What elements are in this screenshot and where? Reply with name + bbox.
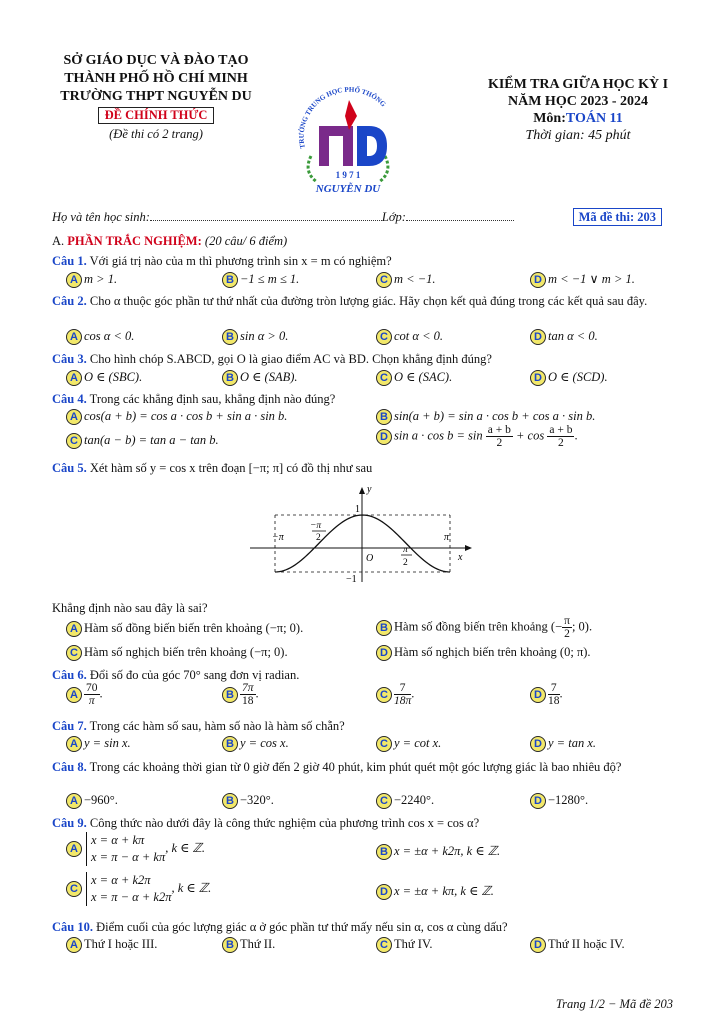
q4-option-a[interactable]: A cos(a + b) = cos a · cos b + sin a · sin b. (66, 408, 287, 425)
svg-text:TRƯỜNG TRUNG HỌC PHỔ THÔNG (298, 86, 388, 149)
q6-option-a[interactable]: A $\frac{70}{\pi}$ . (66, 682, 103, 707)
label-neg-one: −1 (346, 574, 357, 585)
dept-name: SỞ GIÁO DỤC VÀ ĐÀO TẠO (63, 53, 249, 68)
subject-name: TOÁN 11 (565, 111, 623, 126)
section-title: A. PHẦN TRẮC NGHIỆM: (20 câu/ 6 điểm) (52, 234, 288, 248)
q1-option-a[interactable]: A m > 1. (66, 271, 117, 288)
city-name: THÀNH PHỐ HỒ CHÍ MINH (64, 71, 248, 86)
q6-option-c[interactable]: C $\frac{7}{18\pi}$ . (376, 682, 414, 707)
q4-option-b[interactable]: B sin(a + b) = sin a · cos b + cos a · sin b. (376, 408, 595, 425)
q8-option-c[interactable]: C −2240°. (376, 792, 434, 809)
q10-option-d[interactable]: D Thứ II hoặc IV. (530, 936, 625, 953)
q1-option-d[interactable]: D m < −1 ∨ m > 1. (530, 271, 635, 288)
q8-option-a[interactable]: A −960°. (66, 792, 118, 809)
q2-option-b[interactable]: B sin α > 0. (222, 328, 288, 345)
y-label: y (367, 484, 372, 495)
question-5: Câu 5. Xét hàm số y = cos x trên đoạn [−π; π] có đồ thị như sau (52, 461, 373, 475)
q4-option-c[interactable]: C tan(a − b) = tan a − tan b. (66, 432, 219, 449)
question-6: Câu 6. Đổi số đo của góc 70° sang đơn vị radian. (52, 668, 300, 682)
q2-option-a[interactable]: A cos α < 0. (66, 328, 134, 345)
q5-option-b[interactable]: B Hàm số đồng biến trên khoảng (− $\frac{\pi}{2}$ ; 0). (376, 615, 592, 640)
x-axis-arrow (465, 545, 472, 551)
q5-option-c[interactable]: C Hàm số nghịch biến trên khoảng (−π; 0). (66, 644, 288, 661)
exam-time: Thời gian: 45 phút (525, 128, 631, 143)
header-right (483, 76, 673, 144)
logo-name: NGUYỄN DU (315, 183, 381, 195)
question-8: Câu 8. Trong các khoảng thời gian từ 0 giờ đến 2 giờ 40 phút, kim phút quét một góc lượng giác là bao nhiêu độ? (52, 760, 622, 774)
student-name-label: Họ và tên học sinh: (52, 210, 150, 224)
subject-line: Môn:TOÁN 11 (533, 111, 623, 126)
q7-option-c[interactable]: C y = cot x. (376, 735, 441, 752)
q2-option-d[interactable]: D tan α < 0. (530, 328, 598, 345)
q4-option-d[interactable]: D sin a · cos b = sin $\frac{a + b}{2}$ + cos $\frac{a + b}{2}$ . (376, 424, 578, 449)
label-neg-half-pi-den: 2 (316, 533, 321, 543)
logo-arc-text: TRƯỜNG TRUNG HỌC PHỔ THÔNG (297, 86, 388, 150)
y-axis-arrow (359, 487, 365, 494)
label-origin: O (366, 553, 374, 564)
label-pi: π (444, 532, 450, 543)
exam-code-box: Mã đề thi: 203 (573, 208, 662, 226)
q7-option-b[interactable]: B y = cos x. (222, 735, 289, 752)
question-7: Câu 7. Trong các hàm số sau, hàm số nào là hàm số chẵn? (52, 719, 345, 733)
student-info-line (52, 210, 662, 225)
question-10: Câu 10. Điểm cuối của góc lượng giác α ở góc phần tư thứ mấy nếu sin α, cos α cùng dấu? (52, 920, 508, 934)
question-2: Câu 2. Cho α thuộc góc phần tư thứ nhất của đường tròn lượng giác. Hãy chọn kết quả đúng trong các kết quả sau đây. (52, 294, 648, 308)
question-4: Câu 4. Trong các khẳng định sau, khẳng định nào đúng? (52, 392, 336, 406)
q5b-frac: $\frac{\pi}{2}$ (564, 615, 570, 640)
page-footer: Trang 1/2 − Mã đề 203 (555, 997, 673, 1011)
official-stamp: ĐỀ CHÍNH THỨC (98, 107, 215, 124)
school-name: TRƯỜNG THPT NGUYỄN DU (60, 89, 252, 104)
q4d-frac-2: $\frac{a + b}{2}$ (549, 424, 573, 449)
q7-option-a[interactable]: A y = sin x. (66, 735, 131, 752)
q3-option-a[interactable]: A O ∈ (SBC). (66, 369, 142, 386)
class-label: Lớp: (381, 210, 406, 224)
question-9: Câu 9. Công thức nào dưới đây là công thức nghiệm của phương trình cos x = cos α? (52, 816, 480, 830)
q4d-frac-1: $\frac{a + b}{2}$ (487, 424, 511, 449)
header-left (40, 52, 272, 143)
label-neg-half-pi-num: −π (310, 521, 322, 531)
q2-option-c[interactable]: C cot α < 0. (376, 328, 443, 345)
question-3: Câu 3. Cho hình chóp S.ABCD, gọi O là giao điểm AC và BD. Chọn khẳng định đúng? (52, 352, 492, 366)
exam-title: KIỂM TRA GIỮA HỌC KỲ I (487, 77, 669, 92)
cosine-graph (250, 482, 475, 587)
q10-option-b[interactable]: B Thứ II. (222, 936, 275, 953)
q3-option-d[interactable]: D O ∈ (SCD). (530, 369, 608, 386)
label-half-pi-den: 2 (403, 558, 408, 568)
q1-option-b[interactable]: B −1 ≤ m ≤ 1. (222, 271, 299, 288)
label-neg-pi: −π (272, 532, 284, 543)
pages-note: (Đề thi có 2 trang) (109, 127, 203, 141)
q3-option-c[interactable]: C O ∈ (SAC). (376, 369, 452, 386)
q1-option-c[interactable]: C m < −1. (376, 271, 436, 288)
student-name-field[interactable] (150, 210, 382, 221)
logo-year: 1 9 7 1 (335, 170, 361, 180)
question-1: Câu 1. Với giá trị nào của m thì phương trình sin x = m có nghiệm? (52, 254, 392, 268)
school-year: NĂM HỌC 2023 - 2024 (508, 94, 648, 109)
q5-option-d[interactable]: D Hàm số nghịch biến trên khoảng (0; π). (376, 644, 591, 661)
q9-option-c[interactable]: Cx = α + k2π x = π − α + k2π, k ∈ ℤ. (66, 872, 211, 906)
q9-option-b[interactable]: B x = ±α + k2π, k ∈ ℤ. (376, 843, 500, 860)
q6-option-b[interactable]: B $\frac{7\pi}{18}$ . (222, 682, 259, 707)
label-one: 1 (355, 504, 360, 515)
q3-option-b[interactable]: B O ∈ (SAB). (222, 369, 298, 386)
question-5-prompt: Khẳng định nào sau đây là sai? (52, 601, 208, 615)
q6-option-d[interactable]: D $\frac{7}{18}$ . (530, 682, 563, 707)
q8-option-d[interactable]: D −1280°. (530, 792, 588, 809)
class-field[interactable] (406, 210, 514, 221)
q10-option-c[interactable]: C Thứ IV. (376, 936, 433, 953)
q8-option-b[interactable]: B −320°. (222, 792, 274, 809)
q5-option-a[interactable]: A Hàm số đồng biến biến trên khoảng (−π; 0). (66, 620, 303, 637)
label-half-pi-num: π (403, 545, 408, 555)
school-logo (283, 86, 413, 198)
q9-option-a[interactable]: Ax = α + kπ x = π − α + kπ, k ∈ ℤ. (66, 832, 205, 866)
q9-option-d[interactable]: D x = ±α + kπ, k ∈ ℤ. (376, 883, 494, 900)
q10-option-a[interactable]: A Thứ I hoặc III. (66, 936, 157, 953)
q7-option-d[interactable]: D y = tan x. (530, 735, 596, 752)
x-label: x (458, 552, 463, 563)
